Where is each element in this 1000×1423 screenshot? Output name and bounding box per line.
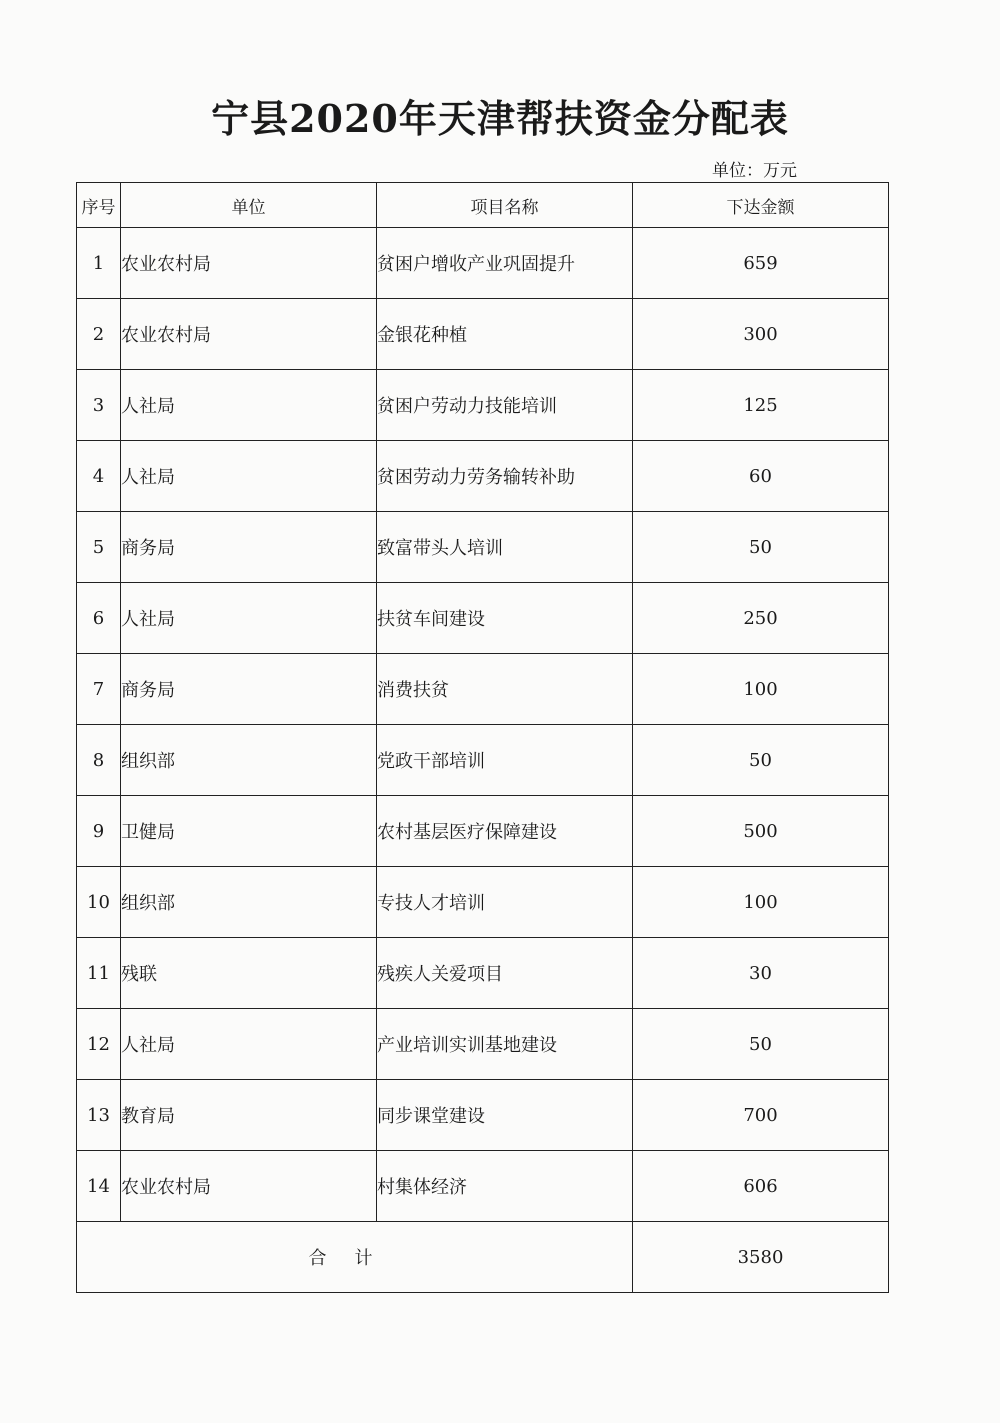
table-row [77, 441, 889, 512]
row-project: 残疾人关爱项目 [377, 938, 633, 1009]
table-row [77, 725, 889, 796]
row-unit: 人社局 [121, 370, 377, 441]
row-project: 消费扶贫 [377, 654, 633, 725]
header-project: 项目名称 [377, 183, 633, 228]
header-amount: 下达金额 [633, 183, 889, 228]
table-row [77, 654, 889, 725]
row-unit: 商务局 [121, 654, 377, 725]
row-unit: 人社局 [121, 441, 377, 512]
header-unit: 单位 [121, 183, 377, 228]
row-unit: 商务局 [121, 512, 377, 583]
row-no: 13 [77, 1080, 121, 1151]
row-amount: 100 [633, 867, 889, 938]
row-amount: 30 [633, 938, 889, 1009]
table-row [77, 938, 889, 1009]
row-unit: 卫健局 [121, 796, 377, 867]
row-unit: 农业农村局 [121, 299, 377, 370]
row-project: 农村基层医疗保障建设 [377, 796, 633, 867]
row-project: 金银花种植 [377, 299, 633, 370]
table-row [77, 1080, 889, 1151]
row-unit: 农业农村局 [121, 1151, 377, 1222]
table-row [77, 583, 889, 654]
row-no: 3 [77, 370, 121, 441]
table-row [77, 796, 889, 867]
table-row [77, 228, 889, 299]
row-amount: 300 [633, 299, 889, 370]
row-no: 5 [77, 512, 121, 583]
row-no: 8 [77, 725, 121, 796]
row-amount: 659 [633, 228, 889, 299]
row-project: 党政干部培训 [377, 725, 633, 796]
row-amount: 700 [633, 1080, 889, 1151]
row-unit: 人社局 [121, 1009, 377, 1080]
row-project: 同步课堂建设 [377, 1080, 633, 1151]
table-row [77, 370, 889, 441]
row-no: 9 [77, 796, 121, 867]
row-unit: 人社局 [121, 583, 377, 654]
table-row [77, 512, 889, 583]
allocation-table [76, 182, 889, 1293]
row-amount: 50 [633, 725, 889, 796]
row-no: 1 [77, 228, 121, 299]
total-label: 合计 [77, 1222, 633, 1293]
row-amount: 606 [633, 1151, 889, 1222]
row-amount: 500 [633, 796, 889, 867]
table-header-row [77, 183, 889, 228]
row-project: 致富带头人培训 [377, 512, 633, 583]
row-project: 贫困户劳动力技能培训 [377, 370, 633, 441]
row-project: 贫困户增收产业巩固提升 [377, 228, 633, 299]
unit-note: 单位：万元 [712, 161, 797, 181]
row-unit: 组织部 [121, 725, 377, 796]
row-amount: 50 [633, 1009, 889, 1080]
row-unit: 教育局 [121, 1080, 377, 1151]
row-no: 11 [77, 938, 121, 1009]
row-amount: 50 [633, 512, 889, 583]
row-no: 4 [77, 441, 121, 512]
total-row [77, 1222, 889, 1293]
row-amount: 100 [633, 654, 889, 725]
header-no: 序号 [77, 183, 121, 228]
row-no: 2 [77, 299, 121, 370]
table-row [77, 1009, 889, 1080]
page-title: 宁县2020年天津帮扶资金分配表 [211, 96, 789, 141]
row-unit: 组织部 [121, 867, 377, 938]
row-unit: 残联 [121, 938, 377, 1009]
row-amount: 125 [633, 370, 889, 441]
row-amount: 250 [633, 583, 889, 654]
row-project: 贫困劳动力劳务输转补助 [377, 441, 633, 512]
row-amount: 60 [633, 441, 889, 512]
table-row [77, 299, 889, 370]
row-project: 村集体经济 [377, 1151, 633, 1222]
row-no: 12 [77, 1009, 121, 1080]
table-row [77, 1151, 889, 1222]
row-project: 扶贫车间建设 [377, 583, 633, 654]
row-no: 6 [77, 583, 121, 654]
row-unit: 农业农村局 [121, 228, 377, 299]
row-project: 产业培训实训基地建设 [377, 1009, 633, 1080]
row-no: 7 [77, 654, 121, 725]
total-amount: 3580 [633, 1222, 889, 1293]
table-row [77, 867, 889, 938]
row-no: 14 [77, 1151, 121, 1222]
row-project: 专技人才培训 [377, 867, 633, 938]
row-no: 10 [77, 867, 121, 938]
